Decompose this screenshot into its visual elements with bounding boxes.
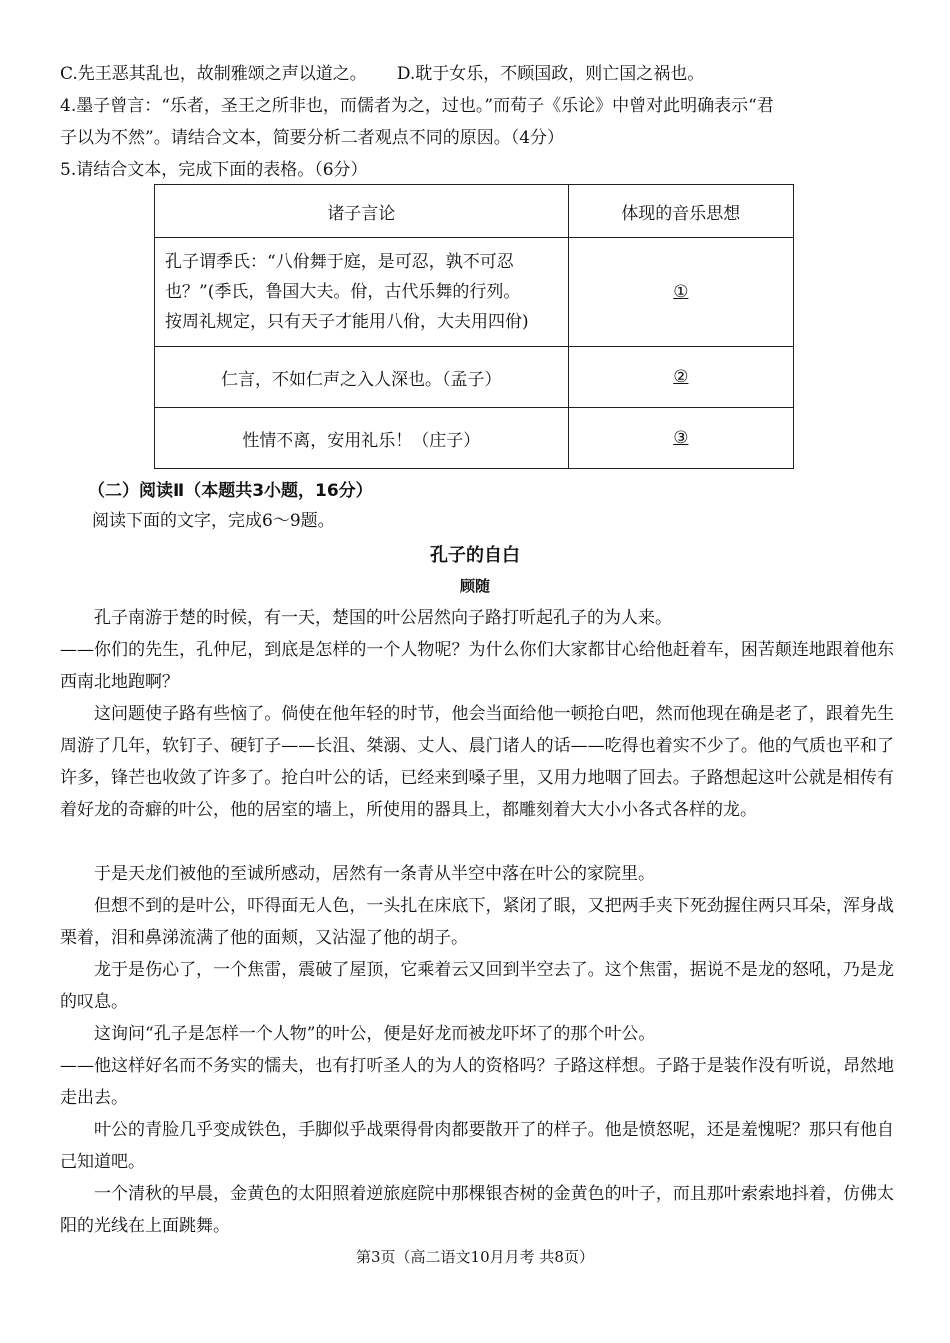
table-row [155, 238, 794, 347]
question-4-line-1: 4.墨子曾言：“乐者，圣王之所非也，而儒者为之，过也。”而荀子《乐论》中曾对此明确表示“君 [60, 96, 774, 116]
section-instruction: 阅读下面的文字，完成6～9题。 [92, 511, 335, 531]
question-5: 5.请结合文本，完成下面的表格。（6分） [60, 160, 368, 180]
article-paragraph: 龙于是伤心了，一个焦雷，震破了屋顶，它乘着云又回到半空去了。这个焦雷，据说不是龙的怒吼，乃是龙的叹息。 [60, 960, 894, 1012]
option-c: C.先王恶其乱也，故制雅颂之声以道之。 [60, 64, 367, 84]
article-paragraph: 这问题使子路有些恼了。倘使在他年轻的时节，他会当面给他一顿抢白吧，然而他现在确是老了，跟着先生周游了几年，软钉子、硬钉子——长沮、桀溺、丈人、晨门诸人的话——吃得也着实不少了。他的气质也平和了许多，锋芒也收敛了许多了。抢白叶公的话，已经来到嗓子里，又用力地咽了回去。子路想起这叶公就是相传有着好龙的奇癖的叶公，他的居室的墙上，所使用的器具上，都雕刻着大大小小各式各样的龙。 [60, 704, 894, 820]
table-row [155, 408, 794, 469]
quote-cell: 仁言，不如仁声之入人深也。（孟子） [155, 347, 569, 408]
article-paragraph: 叶公的青脸几乎变成铁色，手脚似乎战栗得骨肉都要散开了的样子。他是愤怒呢，还是羞愧呢？那只有他自己知道吧。 [60, 1120, 894, 1172]
quote-line: 孔子谓季氏：“八佾舞于庭，是可忍，孰不可忍 [165, 252, 514, 272]
thinkers-music-table [154, 184, 794, 469]
article-paragraph: 孔子南游于楚的时候，有一天，楚国的叶公居然向子路打听起孔子的为人来。 [94, 608, 672, 628]
quote-cell: 性情不离，安用礼乐！（庄子） [155, 408, 569, 469]
answer-cell [568, 347, 793, 408]
section-heading: （二）阅读Ⅱ（本题共3小题，16分） [88, 481, 373, 501]
column-header-music-thought: 体现的音乐思想 [568, 185, 793, 238]
quote-cell [155, 238, 569, 347]
article-paragraph: ——他这样好名而不务实的懦夫，也有打听圣人的为人的资格吗？子路这样想。子路于是装作没有听说，昂然地走出去。 [60, 1056, 894, 1108]
article-paragraph: 这询问“孔子是怎样一个人物”的叶公，便是好龙而被龙吓坏了的那个叶公。 [94, 1024, 656, 1044]
quote-line: 按周礼规定，只有天子才能用八佾，大夫用四佾) [165, 312, 529, 332]
article-paragraph: 但想不到的是叶公，吓得面无人色，一头扎在床底下，紧闭了眼，又把两手夹下死劲握住两只耳朵，浑身战栗着，泪和鼻涕流满了他的面颊，又沾湿了他的胡子。 [60, 896, 894, 948]
article-paragraph: 于是天龙们被他的至诚所感动，居然有一条青从半空中落在叶公的家院里。 [94, 864, 655, 884]
answer-cell [568, 238, 793, 347]
answer-blank-3: ③ [673, 428, 689, 448]
option-c-d-line [60, 62, 900, 86]
quote-line: 也？”(季氏，鲁国大夫。佾，古代乐舞的行列。 [165, 282, 521, 302]
column-header-quotes: 诸子言论 [155, 185, 569, 238]
table-row [155, 347, 794, 408]
article-author: 顾随 [459, 577, 490, 595]
question-4-line-2: 子以为不然”。请结合文本，简要分析二者观点不同的原因。（4分） [60, 128, 565, 148]
article-title: 孔子的自白 [430, 545, 520, 566]
table-header-row [155, 185, 794, 238]
article-paragraph: ——你们的先生，孔仲尼，到底是怎样的一个人物呢？为什么你们大家都甘心给他赶着车，困苦颠连地跟着他东西南北地跑啊？ [60, 640, 894, 692]
answer-blank-1: ① [673, 282, 689, 302]
page-footer: 第3页（高二语文10月月考 共8页） [356, 1248, 594, 1266]
option-d: D.耽于女乐，不顾国政，则亡国之祸也。 [396, 64, 705, 84]
answer-blank-2: ② [673, 367, 689, 387]
answer-cell [568, 408, 793, 469]
article-paragraph: 一个清秋的早晨，金黄色的太阳照着逆旅庭院中那棵银杏树的金黄色的叶子，而且那叶索索地抖着，仿佛太阳的光线在上面跳舞。 [60, 1184, 894, 1236]
